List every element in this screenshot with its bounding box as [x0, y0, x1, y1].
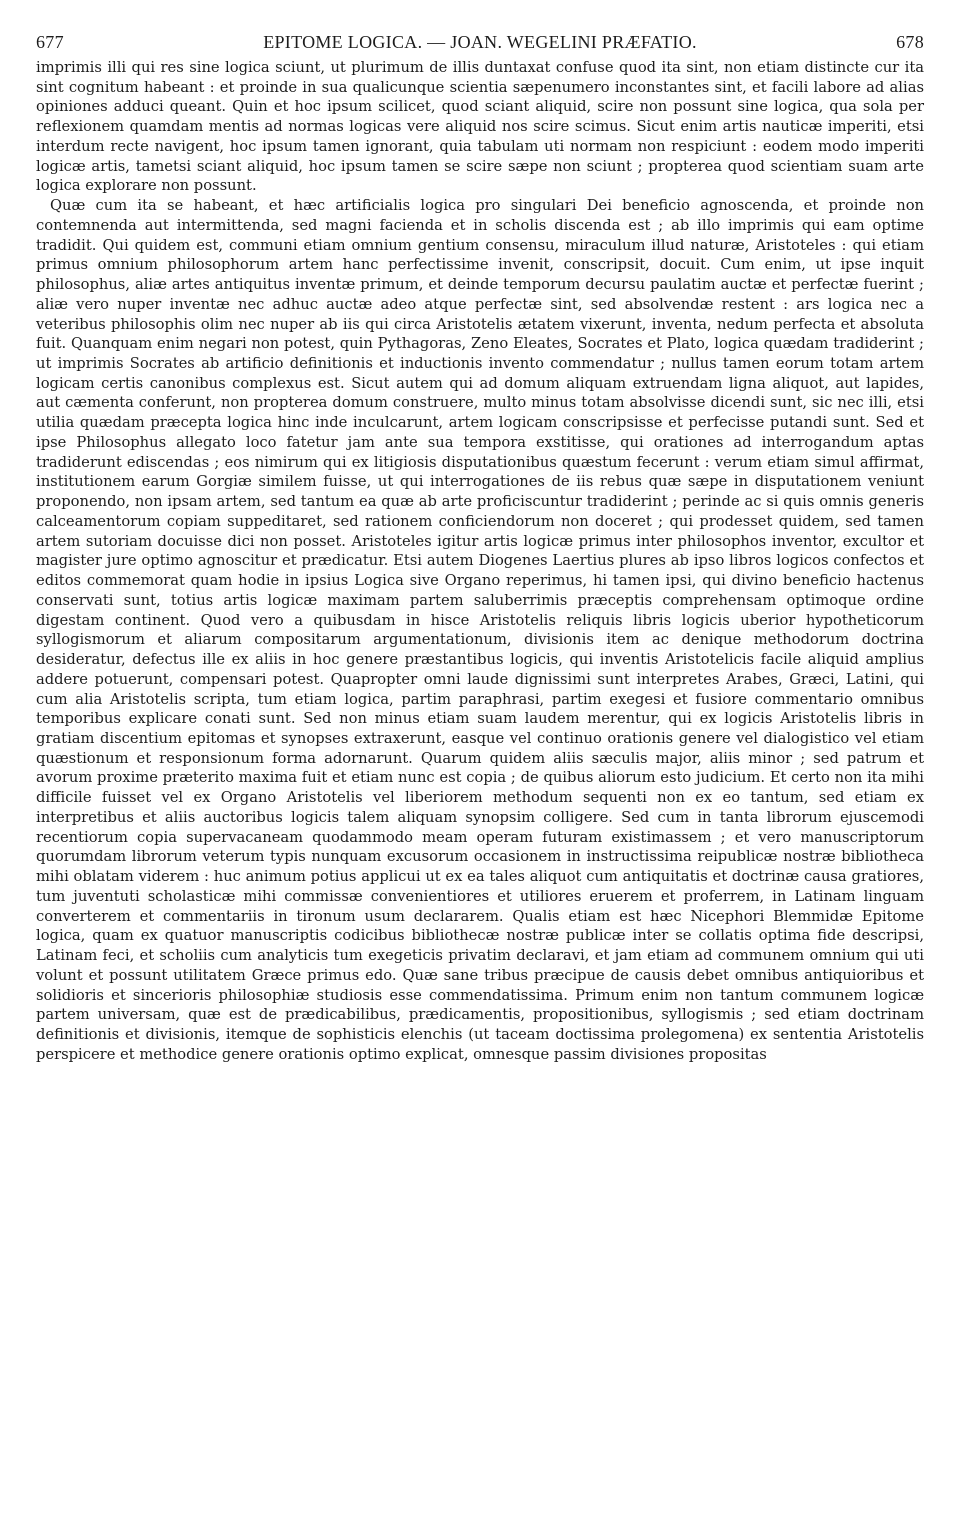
left-page-number: 677: [36, 32, 64, 52]
running-header: [36, 32, 924, 54]
paragraph-2: Quæ cum ita se habeant, et hæc artificialis logica pro singulari Dei beneficio agnoscenda, et proinde non contemnenda aut intermittenda, sed magni facienda et in scholis discenda est ; ab illo imprimis qui eam optime tradidit. Qui quidem est, communi etiam omnium gentium consensu, miraculum illud naturæ, Aristoteles : qui etiam primus omnium philosophorum artem hanc perfectissime invenit, conscripsit, docuit. Cum enim, ut ipse inquit philosophus, aliæ artes antiquitus inventæ primum, et deinde temporum decursu paulatim auctæ et perfectæ fuerint ; aliæ vero nuper inventæ nec adhuc auctæ adeo atque perfectæ sint, sed absolvendæ restent : ars logica nec a veteribus philosophis olim nec nuper ab iis qui circa Aristotelis ætatem vixerunt, inventa, nedum perfecta et absoluta fuit. Quanquam enim negari non potest, quin Pythagoras, Zeno Eleates, Socrates et Plato, logica quædam tradiderint ; ut imprimis Socrates ab artificio definitionis et inductionis invento commendatur ; nullus tamen eorum totam artem logicam certis canonibus complexus est. Sicut autem qui ad domum aliquam extruendam ligna aliquot, aut lapides, aut cæmenta conferunt, non propterea domum construere, multo minus totam absolvisse dicendi sunt, sic nec illi, etsi utilia quædam præcepta logica hinc inde inculcarunt, artem logicam conscripsisse et perfecisse putandi sunt. Sed et ipse Philosophus allegato loco fatetur jam ante sua tempora exstitisse, qui orationes ad interrogandum aptas tradiderunt ediscendas ; eos nimirum qui ex litigiosis disputationibus quæstum fecerunt : verum etiam simul affirmat, institutionem earum Gorgiæ similem fuisse, ut qui interrogationes de iis rebus quæ sæpe in disputationem veniunt proponendo, non ipsam artem, sed tantum ea quæ ab arte proficiscuntur tradiderint ; perinde ac si quis omnis generis calceamentorum copiam suppeditaret, sed rationem conficiendorum non doceret ; qui prodesset quidem, sed tamen artem sutoriam docuisse dici non posset. Aristoteles igitur artis logicæ primus inter philosophos inventor, excultor et magister jure optimo agnoscitur et prædicatur. Etsi autem Diogenes Laertius plures ab ipso libros logicos confectos et editos commemorat quam hodie in ipsius Logica sive Organo reperimus, hi tamen ipsi, qui divino beneficio hactenus conservati sunt, totius artis logicæ maximam partem saluberrimis præceptis comprehensam optimoque ordine digestam continent. Quod vero a quibusdam in hisce Aristotelis reliquis libris logicis uberior hypotheticorum syllogismorum et aliarum compositarum argumentationum, divisionis item ac denique methodorum doctrina desideratur, defectus ille ex aliis in hoc genere præstantibus logicis, qui inventis Aristotelicis facile aliquid amplius addere potuerunt, compensari potest. Quapropter omni laude dignissimi sunt interpretes Arabes, Græci, Latini, qui cum alia Aristotelis scripta, tum etiam logica, partim paraphrasi, partim exegesi et fusiore commentario omnibus temporibus explicare conati sunt. Sed non minus etiam suam laudem merentur, qui ex logicis Aristotelis libris in gratiam discentium epitomas et synopses extraxerunt, easque vel continuo orationis genere vel dialogistico vel etiam quæstionum et responsionum forma adornarunt. Quarum quidem aliis sæculis major, aliis minor ; sed patrum et avorum proxime præterito maxima fuit et etiam nunc est copia ; de quibus aliorum esto judicium. Et certo non ita mihi difficile fuisset vel ex Organo Aristotelis vel liberiorem methodum sequenti non ex eo tantum, sed etiam ex interpretibus et aliis auctoribus logicis talem aliquam synopsim colligere. Sed cum in tanta librorum ejuscemodi recentiorum copia supervacaneam quodammodo meam operam futuram existimassem ; et vero manuscriptorum quorumdam librorum veterum typis nunquam excusorum occasionem in instructissima reipublicæ nostræ bibliotheca mihi oblatam viderem : huc animum potius applicui ut ex ea tales aliquot cum antiquitatis et doctrinæ causa gratiores, tum juventuti scholasticæ mihi commissæ convenientiores et utiliores eruerem et proferrem, in Latinam linguam converterem et commentariis in tironum usum declararem. Qualis etiam est hæc Nicephori Blemmidæ Epitome logica, quam ex quatuor manuscriptis codicibus bibliothecæ nostræ publicæ inter se collatis optima fide descripsi, Latinam feci, et scholiis cum analyticis tum exegeticis privatim declaravi, et jam etiam ad communem omnium qui uti volunt et possunt utilitatem Græce primus edo. Quæ sane tribus præcipue de causis debet omnibus antiquioribus et solidioris et sincerioris philosophiæ studiosis esse commendatissima. Primum enim non tantum communem logicæ partem universam, quæ est de prædicabilibus, prædicamentis, propositionibus, syllogismis ; sed etiam doctrinam definitionis et divisionis, itemque de sophisticis elenchis (ut taceam doctissima prolegomena) ex sententia Aristotelis perspicere et methodice genere orationis optimo explicat, omnesque passim divisiones propositas: [36, 197, 924, 1063]
right-page-number: 678: [896, 32, 924, 52]
page: [36, 32, 924, 1064]
body-text: [36, 58, 924, 1064]
running-title: EPITOME LOGICA. — JOAN. WEGELINI PRÆFATIO.: [263, 32, 697, 52]
paragraph-1: imprimis illi qui res sine logica sciunt, ut plurimum de illis duntaxat confuse quod ita sint, non etiam distincte cur ita sint cognitum habeant : et proinde in sua qualicunque scientia sæpenumero inconstantes sint, et facili labore ad alias opiniones adduci queant. Quin et hoc ipsum scilicet, quod sciant aliquid, scire non possunt sine logica, qua sola per reflexionem quamdam mentis ad normas logicas vere aliquid nos scire scimus. Sicut enim artis nauticæ imperiti, etsi interdum recte navigent, hoc ipsum tamen ignorant, quia tabulam uti normam non respiciunt : eodem modo imperiti logicæ artis, tametsi sciant aliquid, hoc ipsum tamen se scire sæpe non sciunt ; propterea quod scientiam suam arte logica explorare non possunt.: [36, 59, 924, 195]
